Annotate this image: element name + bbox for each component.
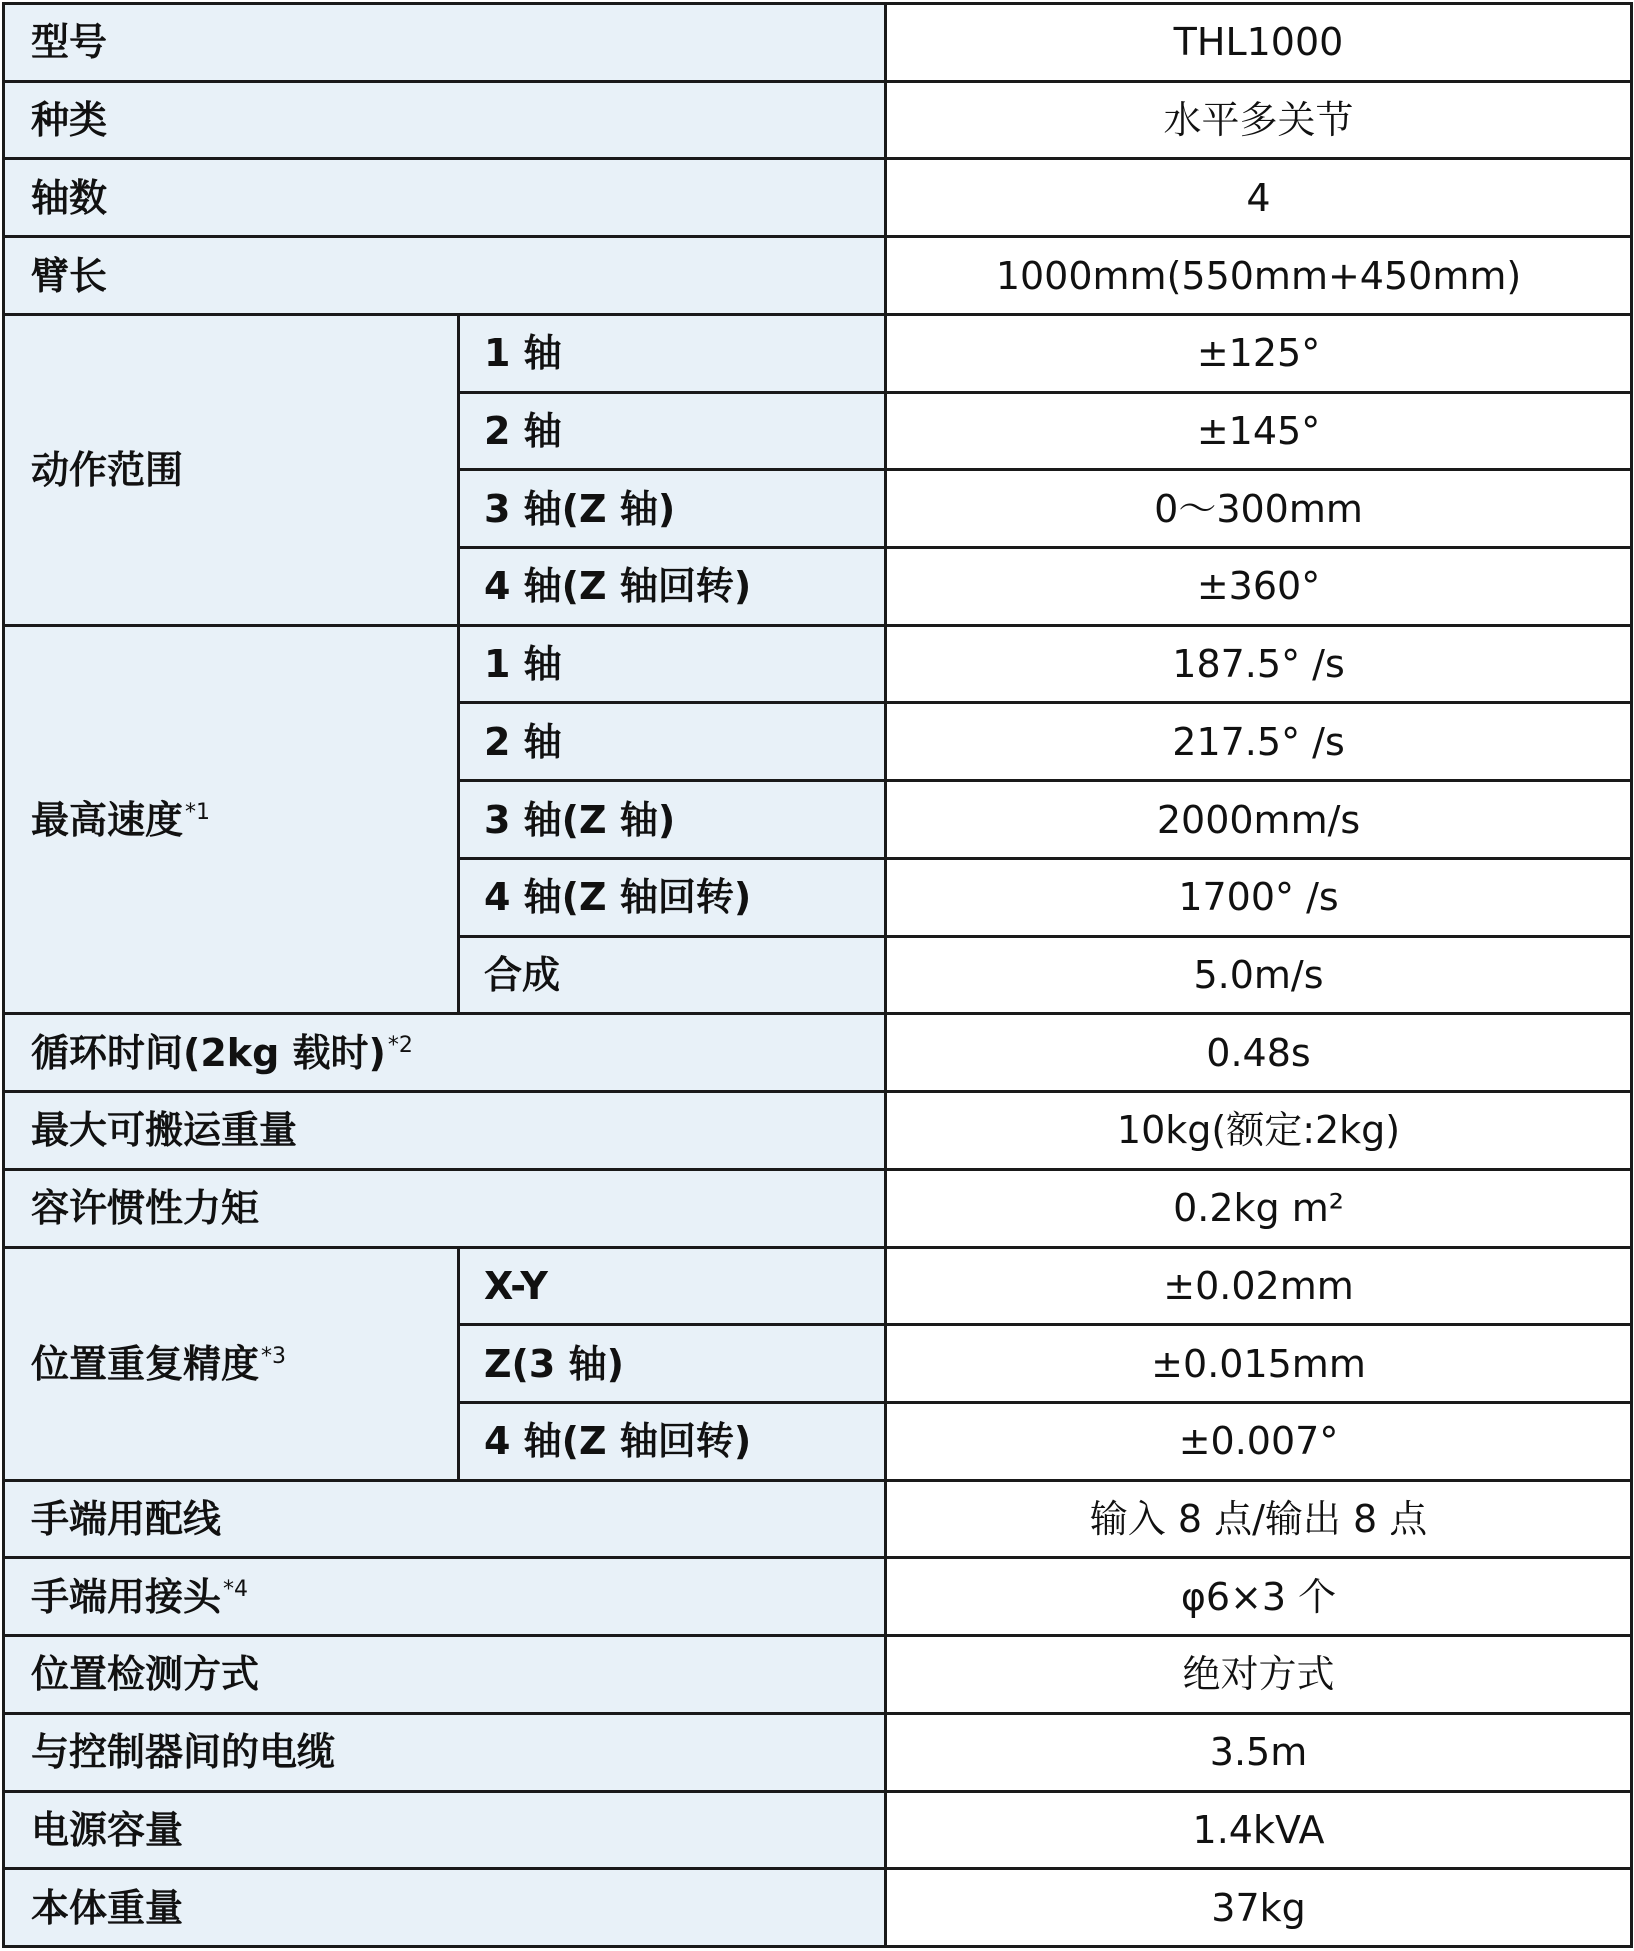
- spec-value: 10kg(额定:2kg): [886, 1092, 1632, 1170]
- spec-value: 0～300mm: [886, 470, 1632, 548]
- spec-label: 种类: [4, 81, 886, 159]
- table-row: [4, 1791, 1632, 1869]
- table-row: [4, 1169, 1632, 1247]
- spec-sub-label: 4 轴(Z 轴回转): [459, 858, 886, 936]
- spec-label: [4, 1014, 886, 1092]
- spec-label: 容许惯性力矩: [4, 1169, 886, 1247]
- spec-value: ±0.007°: [886, 1402, 1632, 1480]
- spec-label-text: 最高速度: [31, 797, 184, 842]
- spec-sub-label: 1 轴: [459, 314, 886, 392]
- spec-value: 0.2kg m²: [886, 1169, 1632, 1247]
- spec-value: 4: [886, 159, 1632, 237]
- table-row: [4, 1558, 1632, 1636]
- table-row: [4, 314, 1632, 392]
- spec-value: ±145°: [886, 392, 1632, 470]
- spec-sub-label: 1 轴: [459, 625, 886, 703]
- spec-sub-label: 3 轴(Z 轴): [459, 470, 886, 548]
- table-row: [4, 1480, 1632, 1558]
- spec-label: 最大可搬运重量: [4, 1092, 886, 1170]
- spec-value: ±0.015mm: [886, 1325, 1632, 1403]
- table-row: [4, 159, 1632, 237]
- table-row: [4, 1247, 1632, 1325]
- spec-label-text: 动作范围: [31, 447, 184, 492]
- spec-value: ±360°: [886, 548, 1632, 626]
- spec-sub-label: 2 轴: [459, 392, 886, 470]
- spec-value: 1.4kVA: [886, 1791, 1632, 1869]
- spec-value: ±0.02mm: [886, 1247, 1632, 1325]
- footnote-mark: *3: [261, 1343, 287, 1369]
- spec-value: 输入 8 点/输出 8 点: [886, 1480, 1632, 1558]
- table-row: [4, 237, 1632, 315]
- spec-value: 37kg: [886, 1869, 1632, 1947]
- spec-label: 手端用配线: [4, 1480, 886, 1558]
- table-row: [4, 1014, 1632, 1092]
- spec-value: 绝对方式: [886, 1636, 1632, 1714]
- spec-sub-label: 3 轴(Z 轴): [459, 781, 886, 859]
- table-row: [4, 4, 1632, 82]
- spec-table: [2, 2, 1633, 1948]
- footnote-mark: *1: [185, 799, 211, 825]
- table-row: [4, 1636, 1632, 1714]
- footnote-mark: *4: [223, 1577, 249, 1603]
- spec-label: 与控制器间的电缆: [4, 1713, 886, 1791]
- spec-label: 型号: [4, 4, 886, 82]
- spec-value: 0.48s: [886, 1014, 1632, 1092]
- spec-value: ±125°: [886, 314, 1632, 392]
- spec-sub-label: 2 轴: [459, 703, 886, 781]
- spec-value: 187.5° /s: [886, 625, 1632, 703]
- spec-label-text: 循环时间(2kg 载时): [31, 1030, 386, 1075]
- spec-sub-label: 合成: [459, 936, 886, 1014]
- spec-value: THL1000: [886, 4, 1632, 82]
- spec-value: 217.5° /s: [886, 703, 1632, 781]
- spec-sub-label: Z(3 轴): [459, 1325, 886, 1403]
- spec-group-label: [4, 625, 459, 1014]
- spec-sub-label: 4 轴(Z 轴回转): [459, 1402, 886, 1480]
- spec-sub-label: 4 轴(Z 轴回转): [459, 548, 886, 626]
- table-row: [4, 1713, 1632, 1791]
- spec-value: 5.0m/s: [886, 936, 1632, 1014]
- spec-value: 1700° /s: [886, 858, 1632, 936]
- spec-label-text: 位置重复精度: [31, 1341, 260, 1386]
- spec-label: 轴数: [4, 159, 886, 237]
- spec-label: 臂长: [4, 237, 886, 315]
- spec-sub-label: X-Y: [459, 1247, 886, 1325]
- spec-value: 3.5m: [886, 1713, 1632, 1791]
- spec-value: 2000mm/s: [886, 781, 1632, 859]
- table-row: [4, 81, 1632, 159]
- table-row: [4, 625, 1632, 703]
- spec-group-label: [4, 314, 459, 625]
- table-row: [4, 1869, 1632, 1947]
- spec-value: 水平多关节: [886, 81, 1632, 159]
- table-row: [4, 1092, 1632, 1170]
- spec-label-text: 手端用接头: [31, 1574, 222, 1619]
- spec-label: 位置检测方式: [4, 1636, 886, 1714]
- spec-group-label: [4, 1247, 459, 1480]
- spec-label: [4, 1558, 886, 1636]
- footnote-mark: *2: [387, 1033, 413, 1059]
- spec-value: 1000mm(550mm+450mm): [886, 237, 1632, 315]
- spec-label: 本体重量: [4, 1869, 886, 1947]
- spec-label: 电源容量: [4, 1791, 886, 1869]
- spec-value: φ6×3 个: [886, 1558, 1632, 1636]
